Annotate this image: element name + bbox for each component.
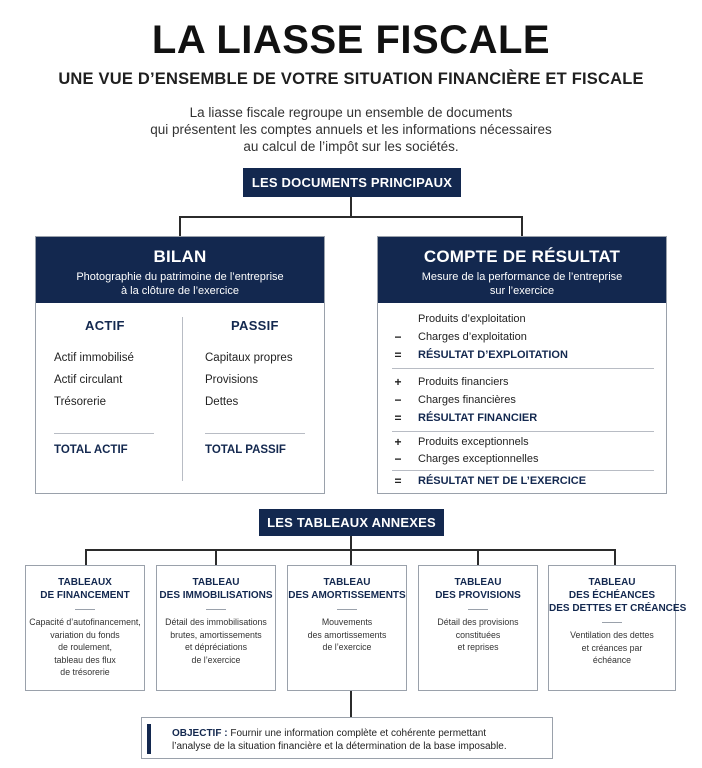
actif-item: Actif immobilisé <box>54 352 134 364</box>
annex-title-line: DES AMORTISSEMENTS <box>288 590 406 601</box>
connector-line <box>179 216 181 236</box>
cr-sign: + <box>394 435 402 449</box>
objectif-box <box>141 717 553 759</box>
compte-resultat-subtitle-line: Mesure de la performance de l’entreprise <box>421 271 623 283</box>
compte-resultat-card <box>377 236 667 494</box>
cr-row: Charges d’exploitation <box>418 331 527 343</box>
passif-item: Dettes <box>205 396 239 408</box>
passif-item: Capitaux propres <box>205 352 293 364</box>
bilan-subtitle-line: Photographie du patrimoine de l’entreprise <box>76 271 284 283</box>
connector-line <box>350 549 352 565</box>
cr-sign: = <box>394 474 402 488</box>
annex-rule <box>468 609 488 610</box>
connector-line <box>350 197 352 217</box>
annex-title-line: DES ÉCHÉANCES <box>568 590 656 601</box>
tableaux-annexes-label: LES TABLEAUX ANNEXES <box>259 509 444 536</box>
bilan-title: BILAN <box>153 247 207 266</box>
annex-body-line: Mouvements <box>321 617 373 627</box>
annex-title-line: TABLEAU <box>192 577 240 588</box>
page-title: LA LIASSE FISCALE <box>151 18 551 62</box>
annex-tableau-amortissements <box>287 565 407 691</box>
annex-body-line: et reprises <box>457 642 499 652</box>
annex-body-line: et dépréciations <box>184 642 248 652</box>
intro-line: La liasse fiscale regroupe un ensemble de documents <box>189 105 513 120</box>
annex-title-line: TABLEAU <box>323 577 371 588</box>
connector-line <box>477 549 479 565</box>
annex-body-line: des amortissements <box>307 629 387 640</box>
connector-line <box>215 549 217 565</box>
separator <box>392 368 654 369</box>
annex-title <box>288 576 406 602</box>
separator <box>205 433 305 434</box>
total-actif: TOTAL ACTIF <box>54 444 128 456</box>
cr-sign: + <box>394 375 402 389</box>
annex-body-line: échéance <box>592 655 632 665</box>
annex-rule <box>337 609 357 610</box>
annex-title-line: DES IMMOBILISATIONS <box>159 590 273 601</box>
cr-sign: = <box>394 411 402 425</box>
passif-item: Provisions <box>205 374 259 386</box>
annex-title-line: DES DETTES ET CRÉANCES <box>549 603 687 614</box>
annex-title-line: TABLEAUX <box>58 577 112 588</box>
annex-body-line: constituées <box>455 629 501 640</box>
annex-body-line: et créances par <box>581 642 643 653</box>
annex-title-line: DES PROVISIONS <box>435 590 521 601</box>
connector-line <box>350 691 352 717</box>
bilan-subtitle <box>36 270 324 298</box>
annex-rule <box>75 609 95 610</box>
page-subtitle: UNE VUE D’ENSEMBLE DE VOTRE SITUATION FINANCIÈRE ET FISCALE <box>58 70 644 88</box>
compte-resultat-subtitle-line: sur l’exercice <box>489 285 555 297</box>
total-passif: TOTAL PASSIF <box>205 444 286 456</box>
annex-rule <box>206 609 226 610</box>
cr-row: Produits financiers <box>418 376 509 388</box>
annex-body <box>157 616 275 666</box>
annex-body-line: de l’exercice <box>322 642 372 652</box>
connector-line <box>179 216 522 218</box>
connector-line <box>85 549 87 565</box>
connector-line <box>521 216 523 236</box>
intro-text <box>0 104 702 155</box>
annex-body-line: Détail des provisions <box>437 617 519 627</box>
annex-tableau-immobilisations <box>156 565 276 691</box>
annex-body-line: Capacité d’autofinancement, <box>29 617 141 627</box>
annex-body-line: Ventilation des dettes <box>570 630 654 640</box>
annex-body-line: tableau des flux <box>54 654 116 665</box>
documents-principaux-label: LES DOCUMENTS PRINCIPAUX <box>243 168 461 197</box>
annex-rule <box>602 622 622 623</box>
objectif-text <box>172 727 507 753</box>
compte-resultat-title: COMPTE DE RÉSULTAT <box>423 247 621 266</box>
annex-body-line: brutes, amortissements <box>170 629 262 640</box>
annex-title <box>419 576 537 602</box>
cr-result: RÉSULTAT D’EXPLOITATION <box>418 349 568 361</box>
bilan-header <box>36 237 324 303</box>
objectif-label: OBJECTIF : <box>172 728 228 739</box>
separator <box>54 433 154 434</box>
annex-body-line: de l’exercice <box>191 654 241 665</box>
column-divider <box>182 317 183 481</box>
annex-body-line: de trésorerie <box>60 667 110 677</box>
annex-body <box>26 616 144 679</box>
annex-body <box>549 629 675 667</box>
cr-row: Charges exceptionnelles <box>418 453 539 465</box>
cr-sign: − <box>394 330 402 344</box>
cr-result: RÉSULTAT NET DE L’EXERCICE <box>418 475 587 487</box>
separator <box>392 470 654 471</box>
annex-tableau-echeances <box>548 565 687 691</box>
objectif-line: l’analyse de la situation financière et la détermination de la base imposable. <box>172 741 507 752</box>
separator <box>392 431 654 432</box>
actif-item: Trésorerie <box>54 396 106 408</box>
annex-title-line: DE FINANCEMENT <box>40 590 130 601</box>
compte-resultat-subtitle <box>378 270 666 298</box>
connector-line <box>350 536 352 550</box>
annex-body-line: variation du fonds <box>50 629 120 640</box>
cr-row: Charges financières <box>418 394 516 406</box>
annex-title-line: TABLEAU <box>454 577 502 588</box>
cr-row: Produits d’exploitation <box>418 313 526 325</box>
connector-line <box>614 549 616 565</box>
annex-title <box>157 576 275 602</box>
compte-resultat-header <box>378 237 666 303</box>
passif-title: PASSIF <box>231 318 279 333</box>
bilan-subtitle-line: à la clôture de l’exercice <box>120 285 239 297</box>
actif-item: Actif circulant <box>54 374 123 386</box>
accent-bar <box>147 724 151 754</box>
bilan-card <box>35 236 325 494</box>
annex-tableaux-financement <box>25 565 145 691</box>
cr-result: RÉSULTAT FINANCIER <box>418 412 538 424</box>
objectif-line: Fournir une information complète et cohérente permettant <box>230 728 487 739</box>
annex-title <box>26 576 144 602</box>
intro-line: au calcul de l’impôt sur les sociétés. <box>243 139 459 154</box>
annex-title-line: TABLEAU <box>588 577 636 588</box>
actif-title: ACTIF <box>85 318 125 333</box>
annex-body <box>419 616 537 654</box>
intro-line: qui présentent les comptes annuels et les informations nécessaires <box>150 122 552 137</box>
annex-body <box>288 616 406 654</box>
annex-body-line: de roulement, <box>58 642 112 652</box>
annex-body-line: Détail des immobilisations <box>165 617 267 627</box>
annex-tableau-provisions <box>418 565 538 691</box>
cr-row: Produits exceptionnels <box>418 436 529 448</box>
cr-sign: = <box>394 348 402 362</box>
cr-sign: − <box>394 393 402 407</box>
annex-title <box>549 576 687 615</box>
cr-sign: − <box>394 452 402 466</box>
